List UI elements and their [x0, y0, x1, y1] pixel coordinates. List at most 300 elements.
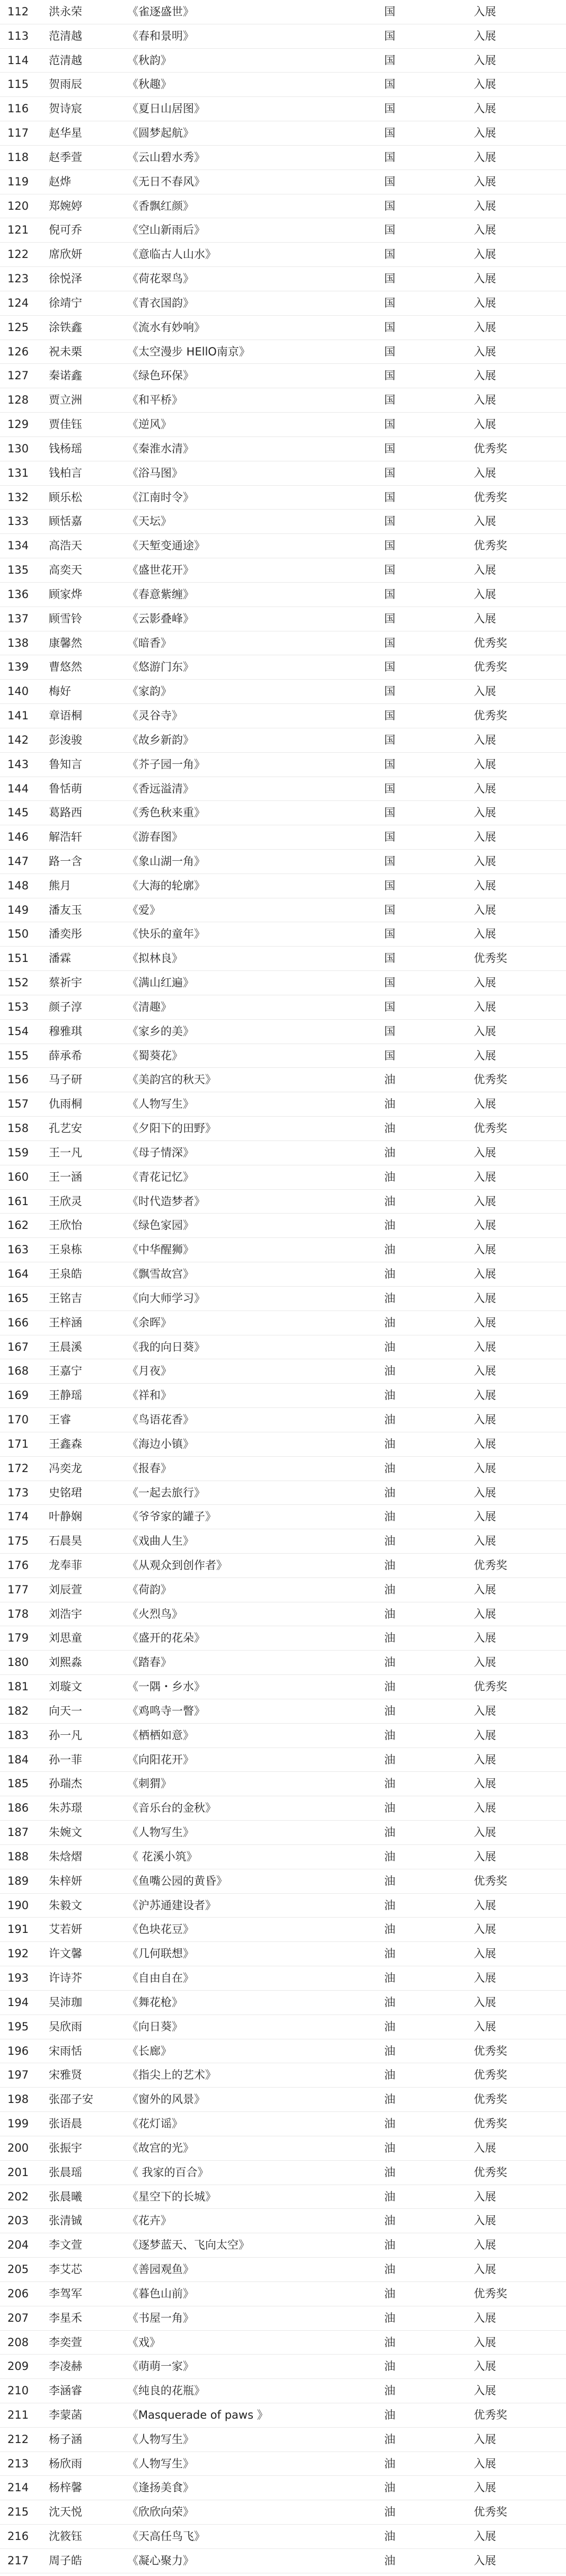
- art-category: 油: [384, 1874, 395, 1887]
- artist-name: 曹悠然: [49, 661, 82, 674]
- artwork-title: 《浴马图》: [127, 466, 183, 479]
- entry-number: 121: [7, 224, 29, 237]
- award-result: 入展: [474, 150, 496, 164]
- art-category: 国: [384, 296, 395, 309]
- artist-name: 贺诗宸: [49, 102, 82, 115]
- artist-name: 薛承希: [49, 1049, 82, 1062]
- award-result: 入展: [474, 854, 496, 868]
- artwork-title: 《家韵》: [127, 685, 172, 698]
- artist-name: 张振宇: [49, 2141, 82, 2154]
- award-result: 入展: [474, 1291, 496, 1305]
- entry-number: 216: [7, 2530, 29, 2543]
- table-row: [0, 510, 566, 534]
- art-category: 油: [384, 1291, 395, 1305]
- artist-name: 范清越: [49, 54, 82, 67]
- award-result: 优秀奖: [474, 661, 507, 674]
- art-category: 油: [384, 1583, 395, 1596]
- artwork-title: 《游春图》: [127, 831, 183, 844]
- table-row: [0, 2306, 566, 2331]
- art-category: 油: [384, 1923, 395, 1936]
- artwork-title: 《家乡的美》: [127, 1024, 194, 1038]
- art-category: 油: [384, 2432, 395, 2446]
- entry-number: 173: [7, 1486, 29, 1499]
- table-row: [0, 2549, 566, 2573]
- artwork-title: 《芥子园一角》: [127, 757, 205, 771]
- artwork-title: 《向日葵》: [127, 2020, 183, 2033]
- artwork-title: 《刺猬》: [127, 1777, 172, 1790]
- artist-name: 高浩天: [49, 539, 82, 552]
- entry-number: 125: [7, 320, 29, 334]
- entry-number: 188: [7, 1850, 29, 1863]
- artwork-title: 《月夜》: [127, 1365, 172, 1378]
- table-row: [0, 2379, 566, 2403]
- award-result: 优秀奖: [474, 539, 507, 552]
- artwork-title: 《向阳花开》: [127, 1753, 194, 1766]
- table-row: [0, 1918, 566, 1942]
- artwork-title: 《云影叠峰》: [127, 612, 194, 625]
- award-result: 入展: [474, 2432, 496, 2446]
- award-result: 入展: [474, 1413, 496, 1427]
- table-row: [0, 121, 566, 146]
- entry-number: 163: [7, 1243, 29, 1256]
- artist-name: 席欣妍: [49, 248, 82, 261]
- artist-name: 李艾芯: [49, 2263, 82, 2276]
- art-category: 油: [384, 2287, 395, 2300]
- entry-number: 210: [7, 2384, 29, 2397]
- art-category: 国: [384, 54, 395, 67]
- entry-number: 164: [7, 1268, 29, 1281]
- table-row: [0, 1214, 566, 1238]
- entry-number: 209: [7, 2360, 29, 2373]
- artwork-title: 《爱》: [127, 903, 161, 916]
- entry-number: 154: [7, 1024, 29, 1038]
- artist-name: 史铭珺: [49, 1486, 82, 1499]
- art-category: 国: [384, 636, 395, 649]
- table-row: [0, 1287, 566, 1311]
- artist-name: 颜子淳: [49, 1000, 82, 1013]
- award-result: 入展: [474, 1898, 496, 1912]
- art-category: 油: [384, 2311, 395, 2324]
- table-row: [0, 73, 566, 97]
- entry-number: 185: [7, 1777, 29, 1790]
- entry-number: 186: [7, 1802, 29, 1815]
- artwork-title: 《几何联想》: [127, 1947, 194, 1960]
- artwork-title: 《戏曲人生》: [127, 1535, 194, 1548]
- art-category: 国: [384, 175, 395, 188]
- table-row: [0, 1384, 566, 1408]
- table-row: [0, 2428, 566, 2452]
- art-category: 国: [384, 806, 395, 819]
- table-row: [0, 2355, 566, 2379]
- award-result: 入展: [474, 1656, 496, 1669]
- art-category: 油: [384, 1243, 395, 1256]
- artist-name: 王欣怡: [49, 1219, 82, 1232]
- art-category: 油: [384, 1340, 395, 1353]
- award-result: 入展: [474, 612, 496, 625]
- table-row: [0, 728, 566, 753]
- table-row: [0, 1626, 566, 1651]
- art-category: 油: [384, 1073, 395, 1086]
- table-row: [0, 2525, 566, 2549]
- artist-name: 徐悦泽: [49, 272, 82, 286]
- entry-number: 180: [7, 1656, 29, 1669]
- artist-name: 贾立洲: [49, 394, 82, 407]
- entry-number: 189: [7, 1874, 29, 1887]
- artist-name: 潘友玉: [49, 903, 82, 916]
- award-result: 优秀奖: [474, 442, 507, 455]
- artist-name: 倪可乔: [49, 224, 82, 237]
- entry-number: 155: [7, 1049, 29, 1062]
- artwork-title: 《秋趣》: [127, 78, 172, 91]
- award-result: 入展: [474, 1535, 496, 1548]
- artwork-title: 《沪苏通建设者》: [127, 1898, 216, 1912]
- art-category: 油: [384, 1680, 395, 1693]
- art-category: 油: [384, 1995, 395, 2009]
- entry-number: 144: [7, 782, 29, 795]
- table-row: [0, 2112, 566, 2136]
- artwork-title: 《星空下的长城》: [127, 2190, 216, 2203]
- art-category: 油: [384, 2239, 395, 2252]
- award-result: 优秀奖: [474, 2093, 507, 2106]
- art-category: 国: [384, 952, 395, 965]
- artist-name: 张邵子安: [49, 2093, 93, 2106]
- art-category: 油: [384, 1122, 395, 1135]
- art-category: 国: [384, 248, 395, 261]
- artwork-title: 《春意紫缠》: [127, 587, 194, 601]
- art-category: 国: [384, 539, 395, 552]
- artwork-title: 《飘雪故宫》: [127, 1268, 194, 1281]
- art-category: 油: [384, 1098, 395, 1111]
- artwork-title: 《逐梦蓝天、飞向太空》: [127, 2239, 250, 2252]
- artist-name: 沈筱钰: [49, 2530, 82, 2543]
- award-result: 入展: [474, 1486, 496, 1499]
- artist-name: 艾若妍: [49, 1923, 82, 1936]
- award-result: 入展: [474, 102, 496, 115]
- entry-number: 133: [7, 515, 29, 528]
- art-category: 油: [384, 1219, 395, 1232]
- art-category: 油: [384, 2554, 395, 2567]
- award-result: 入展: [474, 2263, 496, 2276]
- artist-name: 朱梓妍: [49, 1874, 82, 1887]
- artwork-title: 《报春》: [127, 1461, 172, 1475]
- entry-number: 169: [7, 1389, 29, 1402]
- table-row: [0, 1699, 566, 1724]
- artwork-title: 《和平桥》: [127, 394, 183, 407]
- table-row: [0, 2500, 566, 2525]
- entry-number: 124: [7, 296, 29, 309]
- artwork-title: 《天堑变通途》: [127, 539, 205, 552]
- award-result: 入展: [474, 1777, 496, 1790]
- table-row: [0, 1554, 566, 1578]
- table-row: [0, 631, 566, 656]
- artwork-title: 《盛世花开》: [127, 564, 194, 577]
- art-category: 国: [384, 733, 395, 746]
- award-result: 入展: [474, 224, 496, 237]
- award-result: 入展: [474, 320, 496, 334]
- table-row: [0, 1796, 566, 1821]
- art-category: 油: [384, 1704, 395, 1717]
- artwork-title: 《自由自在》: [127, 1972, 194, 1985]
- table-row: [0, 2088, 566, 2112]
- art-category: 国: [384, 466, 395, 479]
- entry-number: 161: [7, 1195, 29, 1208]
- table-row: [0, 2209, 566, 2233]
- entry-number: 179: [7, 1632, 29, 1645]
- art-category: 油: [384, 2069, 395, 2082]
- artwork-title: 《 花溪小筑》: [127, 1850, 198, 1863]
- award-result: 入展: [474, 199, 496, 212]
- award-result: 入展: [474, 1461, 496, 1475]
- artwork-title: 《人物写生》: [127, 1098, 194, 1111]
- table-row: [0, 947, 566, 971]
- award-result: 入展: [474, 1826, 496, 1839]
- artist-name: 刘熙淼: [49, 1656, 82, 1669]
- entry-number: 212: [7, 2432, 29, 2446]
- artwork-title: 《我的向日葵》: [127, 1340, 205, 1353]
- entry-number: 214: [7, 2481, 29, 2494]
- award-result: 入展: [474, 466, 496, 479]
- artwork-title: 《余晖》: [127, 1316, 172, 1329]
- entry-number: 131: [7, 466, 29, 479]
- table-row: [0, 655, 566, 680]
- table-row: [0, 607, 566, 631]
- entry-number: 198: [7, 2093, 29, 2106]
- table-row: [0, 461, 566, 486]
- art-category: 油: [384, 2020, 395, 2033]
- award-result: 入展: [474, 1753, 496, 1766]
- art-category: 油: [384, 1486, 395, 1499]
- artist-name: 顾雪铃: [49, 612, 82, 625]
- entry-number: 130: [7, 442, 29, 455]
- artist-name: 孙瑞杰: [49, 1777, 82, 1790]
- art-category: 油: [384, 2093, 395, 2106]
- artist-name: 徐靖宁: [49, 296, 82, 309]
- award-result: 入展: [474, 2360, 496, 2373]
- artwork-title: 《空山新雨后》: [127, 224, 205, 237]
- art-category: 国: [384, 1024, 395, 1038]
- art-category: 油: [384, 2457, 395, 2470]
- table-row: [0, 1991, 566, 2015]
- artwork-title: 《栖栖如意》: [127, 1728, 194, 1742]
- entry-number: 203: [7, 2214, 29, 2227]
- artist-name: 杨梓馨: [49, 2481, 82, 2494]
- award-result: 入展: [474, 1728, 496, 1742]
- artwork-title: 《踏春》: [127, 1656, 172, 1669]
- award-result: 入展: [474, 1219, 496, 1232]
- table-row: [0, 1966, 566, 1991]
- artist-name: 周子皓: [49, 2554, 82, 2567]
- artist-name: 潘霖: [49, 952, 71, 965]
- artwork-title: 《太空漫步 HEllO南京》: [127, 345, 250, 358]
- award-result: 入展: [474, 78, 496, 91]
- artwork-title: 《戏》: [127, 2336, 161, 2349]
- artwork-title: 《大海的轮廓》: [127, 879, 205, 892]
- award-result: 入展: [474, 2214, 496, 2227]
- table-row: [0, 1748, 566, 1772]
- entry-number: 160: [7, 1170, 29, 1183]
- table-row: [0, 825, 566, 850]
- table-row: [0, 1092, 566, 1117]
- award-result: 入展: [474, 296, 496, 309]
- art-category: 油: [384, 1607, 395, 1620]
- art-category: 油: [384, 1437, 395, 1450]
- artwork-title: 《海边小镇》: [127, 1437, 194, 1450]
- art-category: 油: [384, 2408, 395, 2421]
- art-category: 油: [384, 1802, 395, 1815]
- artwork-title: 《人物写生》: [127, 1826, 194, 1839]
- award-result: 入展: [474, 1365, 496, 1378]
- entry-number: 217: [7, 2554, 29, 2567]
- entry-number: 118: [7, 150, 29, 164]
- artwork-title: 《云山碧水秀》: [127, 150, 205, 164]
- art-category: 国: [384, 1000, 395, 1013]
- award-result: 入展: [474, 272, 496, 286]
- award-result: 入展: [474, 1146, 496, 1159]
- art-category: 油: [384, 1972, 395, 1985]
- table-row: [0, 1457, 566, 1481]
- artwork-title: 《舞花枪》: [127, 1995, 183, 2009]
- table-row: [0, 534, 566, 558]
- artist-name: 朱焓熠: [49, 1850, 82, 1863]
- art-category: 油: [384, 2336, 395, 2349]
- artwork-title: 《火烈鸟》: [127, 1607, 183, 1620]
- table-row: [0, 170, 566, 194]
- table-row: [0, 2282, 566, 2306]
- table-row: [0, 1772, 566, 1796]
- entry-number: 162: [7, 1219, 29, 1232]
- artist-name: 郑婉婷: [49, 199, 82, 212]
- artist-name: 钱柏言: [49, 466, 82, 479]
- artwork-title: 《爷爷家的罐子》: [127, 1510, 216, 1523]
- artist-name: 吴沛珈: [49, 1995, 82, 2009]
- award-result: 入展: [474, 685, 496, 698]
- artwork-title: 《一隅・乡水》: [127, 1680, 205, 1693]
- artist-name: 王梓涵: [49, 1316, 82, 1329]
- artwork-title: 《萌萌一家》: [127, 2360, 194, 2373]
- art-category: 国: [384, 199, 395, 212]
- entry-number: 197: [7, 2069, 29, 2082]
- table-row: [0, 753, 566, 777]
- award-result: 优秀奖: [474, 2506, 507, 2519]
- artist-name: 钱杨瑶: [49, 442, 82, 455]
- table-row: [0, 1262, 566, 1287]
- table-row: [0, 1408, 566, 1432]
- art-category: 国: [384, 442, 395, 455]
- artist-name: 王泉皓: [49, 1268, 82, 1281]
- table-row: [0, 995, 566, 1020]
- artwork-title: 《花灯谣》: [127, 2117, 183, 2131]
- artwork-title: 《拟林良》: [127, 952, 183, 965]
- artwork-title: 《纯良的花瓶》: [127, 2384, 205, 2397]
- artist-name: 李凌赫: [49, 2360, 82, 2373]
- entry-number: 170: [7, 1413, 29, 1427]
- artwork-title: 《香飘红颜》: [127, 199, 194, 212]
- art-category: 油: [384, 1728, 395, 1742]
- entry-number: 116: [7, 102, 29, 115]
- art-category: 油: [384, 1826, 395, 1839]
- table-row: [0, 24, 566, 49]
- art-category: 油: [384, 2044, 395, 2057]
- art-category: 国: [384, 685, 395, 698]
- art-category: 国: [384, 127, 395, 140]
- art-category: 油: [384, 1461, 395, 1475]
- artist-name: 王铭吉: [49, 1291, 82, 1305]
- table-row: [0, 316, 566, 340]
- art-category: 油: [384, 1170, 395, 1183]
- artwork-title: 《凝心聚力》: [127, 2554, 194, 2567]
- artist-name: 张清铖: [49, 2214, 82, 2227]
- artist-name: 王静瑶: [49, 1389, 82, 1402]
- award-result: 入展: [474, 394, 496, 407]
- table-row: [0, 1044, 566, 1068]
- artist-name: 李蒙菡: [49, 2408, 82, 2421]
- award-result: 入展: [474, 928, 496, 941]
- artwork-title: 《时代造梦者》: [127, 1195, 205, 1208]
- table-row: [0, 1020, 566, 1044]
- art-category: 油: [384, 1559, 395, 1572]
- award-result: 优秀奖: [474, 1680, 507, 1693]
- art-category: 油: [384, 1510, 395, 1523]
- table-row: [0, 1821, 566, 1845]
- award-result: 入展: [474, 29, 496, 42]
- artwork-title: 《逢扬美食》: [127, 2481, 194, 2494]
- artwork-title: 《书屋一角》: [127, 2311, 194, 2324]
- artwork-title: 《天高任鸟飞》: [127, 2530, 205, 2543]
- artist-name: 王睿: [49, 1413, 71, 1427]
- artist-name: 王欣灵: [49, 1195, 82, 1208]
- entry-number: 112: [7, 5, 29, 18]
- table-row: [0, 340, 566, 364]
- award-result: 入展: [474, 1923, 496, 1936]
- art-category: 国: [384, 515, 395, 528]
- artwork-title: 《鸡鸣寺一瞥》: [127, 1704, 205, 1717]
- art-category: 油: [384, 1365, 395, 1378]
- table-row: [0, 2331, 566, 2355]
- table-row: [0, 2015, 566, 2039]
- table-row: [0, 291, 566, 316]
- art-category: 油: [384, 1316, 395, 1329]
- entry-number: 206: [7, 2287, 29, 2300]
- entry-number: 213: [7, 2457, 29, 2470]
- art-category: 国: [384, 369, 395, 382]
- art-category: 油: [384, 2165, 395, 2179]
- award-result: 入展: [474, 2530, 496, 2543]
- table-row: [0, 1190, 566, 1214]
- artist-name: 葛路西: [49, 806, 82, 819]
- award-result: 入展: [474, 1632, 496, 1645]
- art-category: 国: [384, 879, 395, 892]
- artwork-title: 《香远溢清》: [127, 782, 194, 795]
- award-result: 入展: [474, 248, 496, 261]
- artist-name: 朱毅文: [49, 1898, 82, 1912]
- art-category: 油: [384, 1413, 395, 1427]
- art-category: 油: [384, 1898, 395, 1912]
- artwork-title: 《鱼嘴公园的黄昏》: [127, 1874, 227, 1887]
- table-row: [0, 777, 566, 801]
- entry-number: 139: [7, 661, 29, 674]
- artwork-title: 《祥和》: [127, 1389, 172, 1402]
- entry-number: 151: [7, 952, 29, 965]
- artist-name: 龙奉菲: [49, 1559, 82, 1572]
- entry-number: 204: [7, 2239, 29, 2252]
- entry-number: 119: [7, 175, 29, 188]
- artist-name: 涂铁鑫: [49, 320, 82, 334]
- artist-name: 熊月: [49, 879, 71, 892]
- artwork-title: 《夏日山居图》: [127, 102, 205, 115]
- table-row: [0, 97, 566, 121]
- entry-number: 171: [7, 1437, 29, 1450]
- artist-name: 叶静娴: [49, 1510, 82, 1523]
